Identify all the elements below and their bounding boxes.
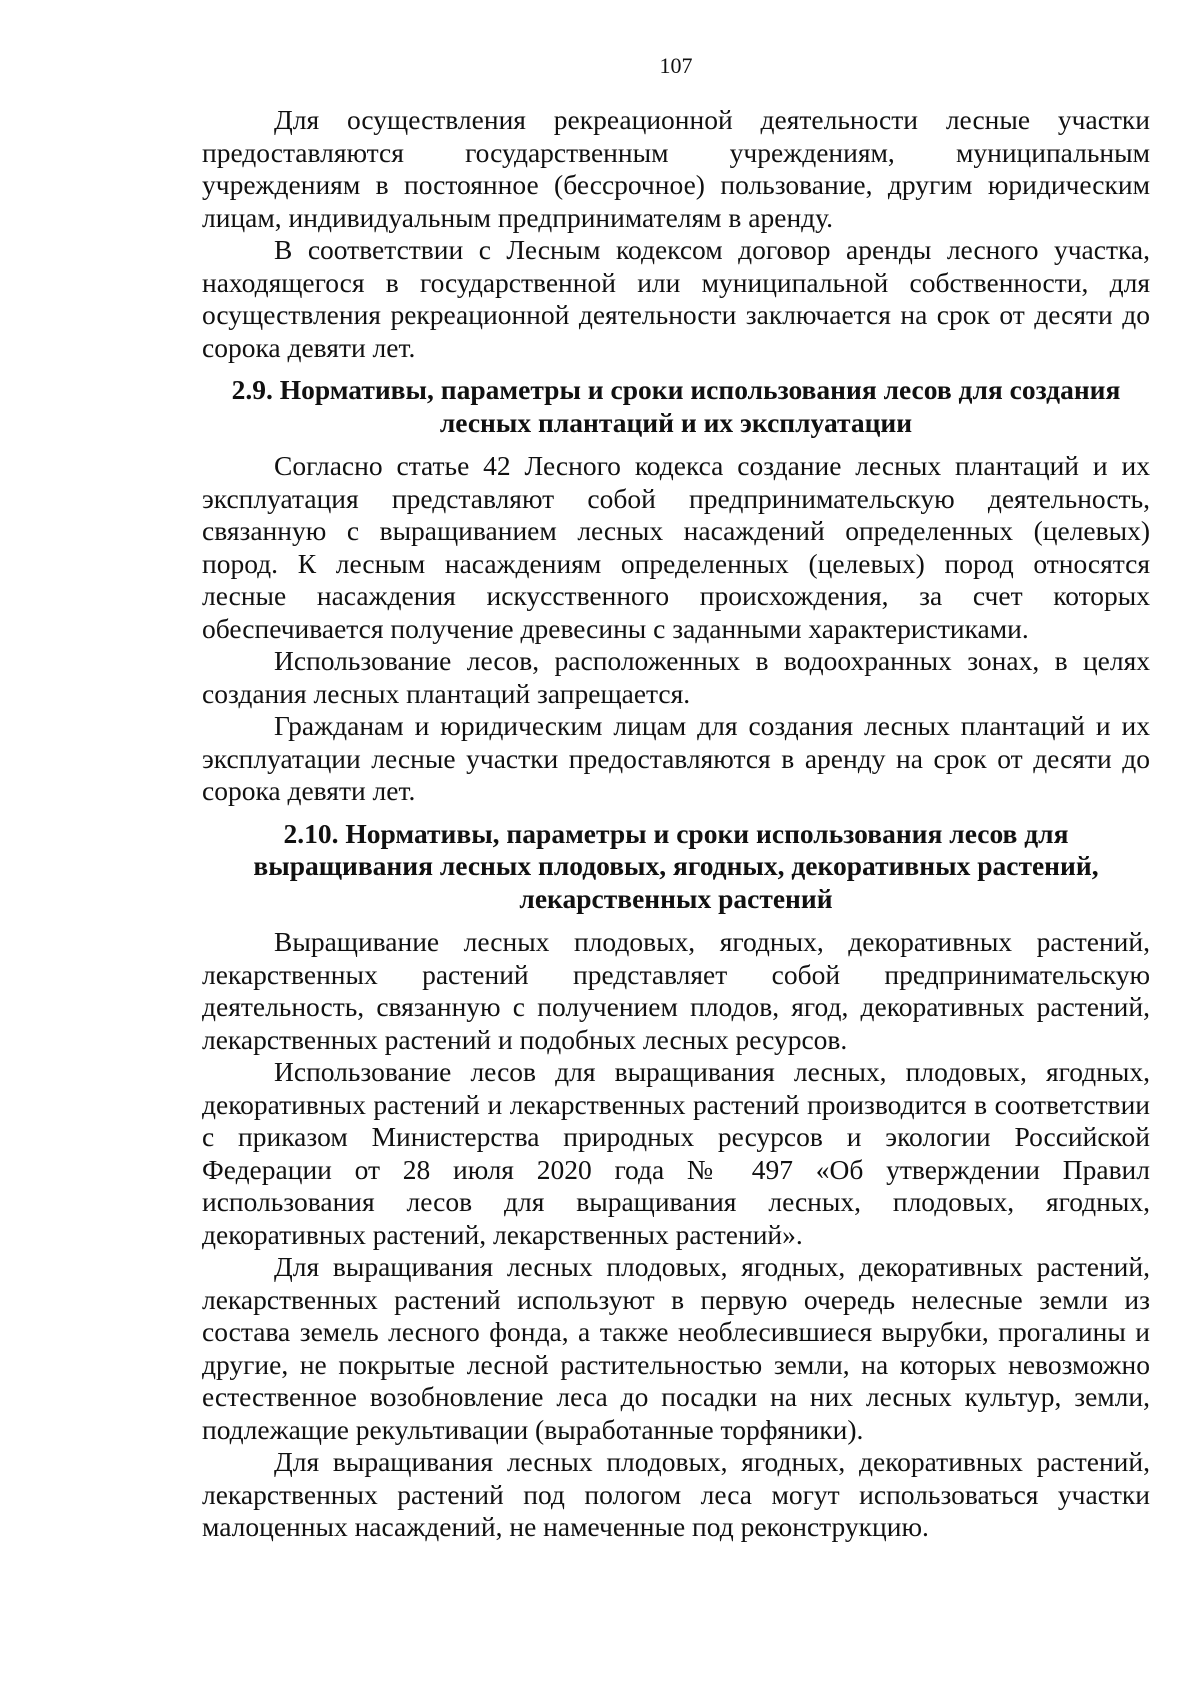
paragraph: Для выращивания лесных плодовых, ягодных, декоративных растений, лекарственных растений используют в первую очередь нелесные земли из состава земель лесного фонда, а также необлесившиеся вырубки, прогалины и другие, не покрытые лесной растительностью земли, на которых невозможно естественное возобновление леса до посадки на них лесных культур, земли, подлежащие рекультивации (выработанные торфяники). bbox=[202, 1251, 1150, 1445]
paragraph: Для осуществления рекреационной деятельности лесные участки предоставляются государственным учреждениям, муниципальным учреждениям в постоянное (бессрочное) пользование, другим юридическим лицам, индивидуальным предпринимателям в аренду. bbox=[202, 104, 1150, 233]
paragraph: Для выращивания лесных плодовых, ягодных, декоративных растений, лекарственных растений под пологом леса могут использоваться участки малоценных насаждений, не намеченные под реконструкцию. bbox=[202, 1446, 1150, 1542]
paragraph: Выращивание лесных плодовых, ягодных, декоративных растений, лекарственных растений представляет собой предпринимательскую деятельность, связанную с получением плодов, ягод, декоративных растений, лекарственных растений и подобных лесных ресурсов. bbox=[202, 926, 1150, 1055]
paragraph: Использование лесов для выращивания лесных, плодовых, ягодных, декоративных растений и лекарственных растений производится в соответствии с приказом Министерства природных ресурсов и экологии Российской Федерации от 28 июля 2020 года № 497 «Об утверждении Правил использования лесов для выращивания лесных, плодовых, ягодных, декоративных растений, лекарственных растений». bbox=[202, 1056, 1150, 1250]
paragraph: Использование лесов, расположенных в водоохранных зонах, в целях создания лесных плантаций запрещается. bbox=[202, 645, 1150, 709]
paragraph: Гражданам и юридическим лицам для создания лесных плантаций и их эксплуатации лесные участки предоставляются в аренду на срок от десяти до сорока девяти лет. bbox=[202, 710, 1150, 806]
paragraph: Согласно статье 42 Лесного кодекса создание лесных плантаций и их эксплуатация представляют собой предпринимательскую деятельность, связанную с выращиванием лесных насаждений определенных (целевых) пород. К лесным насаждениям определенных (целевых) пород относятся лесные насаждения искусственного происхождения, за счет которых обеспечивается получение древесины с заданными характеристиками. bbox=[202, 450, 1150, 644]
section-heading-2-10: 2.10. Нормативы, параметры и сроки использования лесов для выращивания лесных плодовых, ягодных, декоративных растений, лекарственных растений bbox=[253, 817, 1099, 914]
paragraph: В соответствии с Лесным кодексом договор аренды лесного участка, находящегося в государственной или муниципальной собственности, для осуществления рекреационной деятельности заключается на срок от десяти до сорока девяти лет. bbox=[202, 234, 1150, 363]
document-page bbox=[202, 52, 1150, 1544]
section-heading-2-9: 2.9. Нормативы, параметры и сроки использования лесов для создания лесных плантаций и их эксплуатации bbox=[231, 374, 1121, 438]
page-number: 107 bbox=[659, 53, 693, 78]
